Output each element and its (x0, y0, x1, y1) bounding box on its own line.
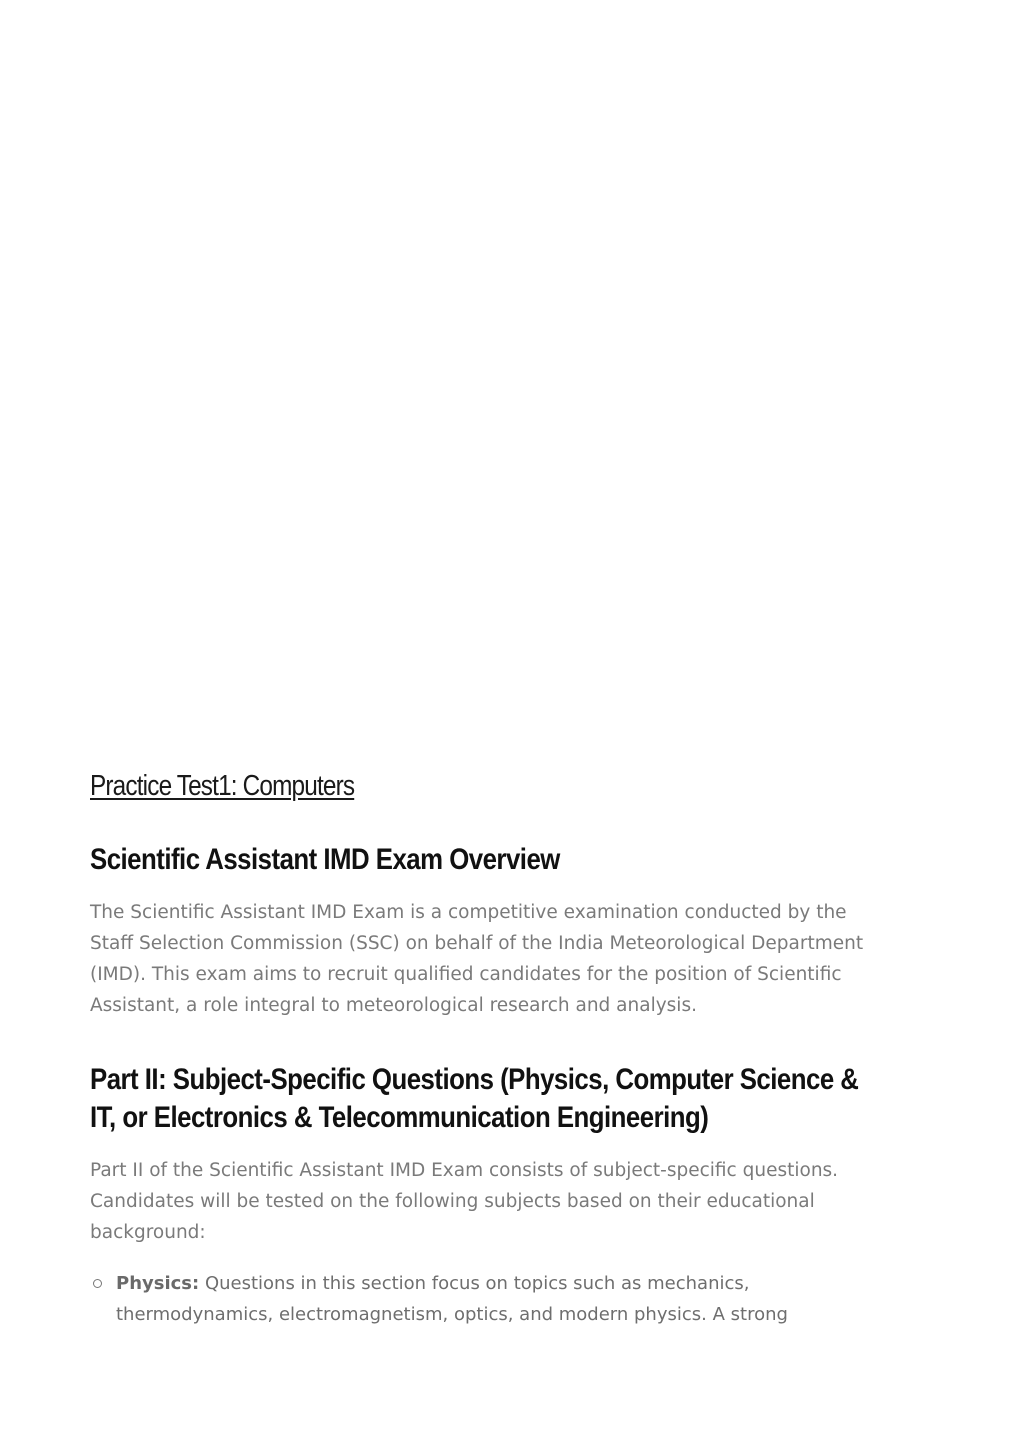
subject-list (90, 1268, 880, 1330)
circle-bullet-icon (93, 1279, 102, 1288)
list-item (90, 1268, 826, 1330)
list-item-text: Questions in this section focus on topics such as mechanics, thermodynamics, electromagnetism, optics, and modern physics. A strong (116, 1273, 788, 1325)
overview-paragraph: The Scientific Assistant IMD Exam is a competitive examination conducted by the Staff Selection Commission (SSC) on behalf of the India Meteorological Department (IMD). This exam aims to recruit qualified candidates for the position of Scientific Assistant, a role integral to meteorological research and analysis. (90, 902, 864, 1016)
overview-heading: Scientific Assistant IMD Exam Overview (90, 843, 560, 876)
part2-heading: Part II: Subject-Specific Questions (Physics, Computer Science & IT, or Electronics & Telecommunication Engineering) (90, 1063, 859, 1134)
article-content (90, 770, 880, 1330)
part2-paragraph: Part II of the Scientific Assistant IMD Exam consists of subject-specific questions. Candidates will be tested on the following subjects based on their educational background: (90, 1160, 839, 1243)
list-item-label: Physics: (116, 1273, 200, 1294)
practice-test-link[interactable]: Practice Test1: Computers (90, 770, 355, 802)
